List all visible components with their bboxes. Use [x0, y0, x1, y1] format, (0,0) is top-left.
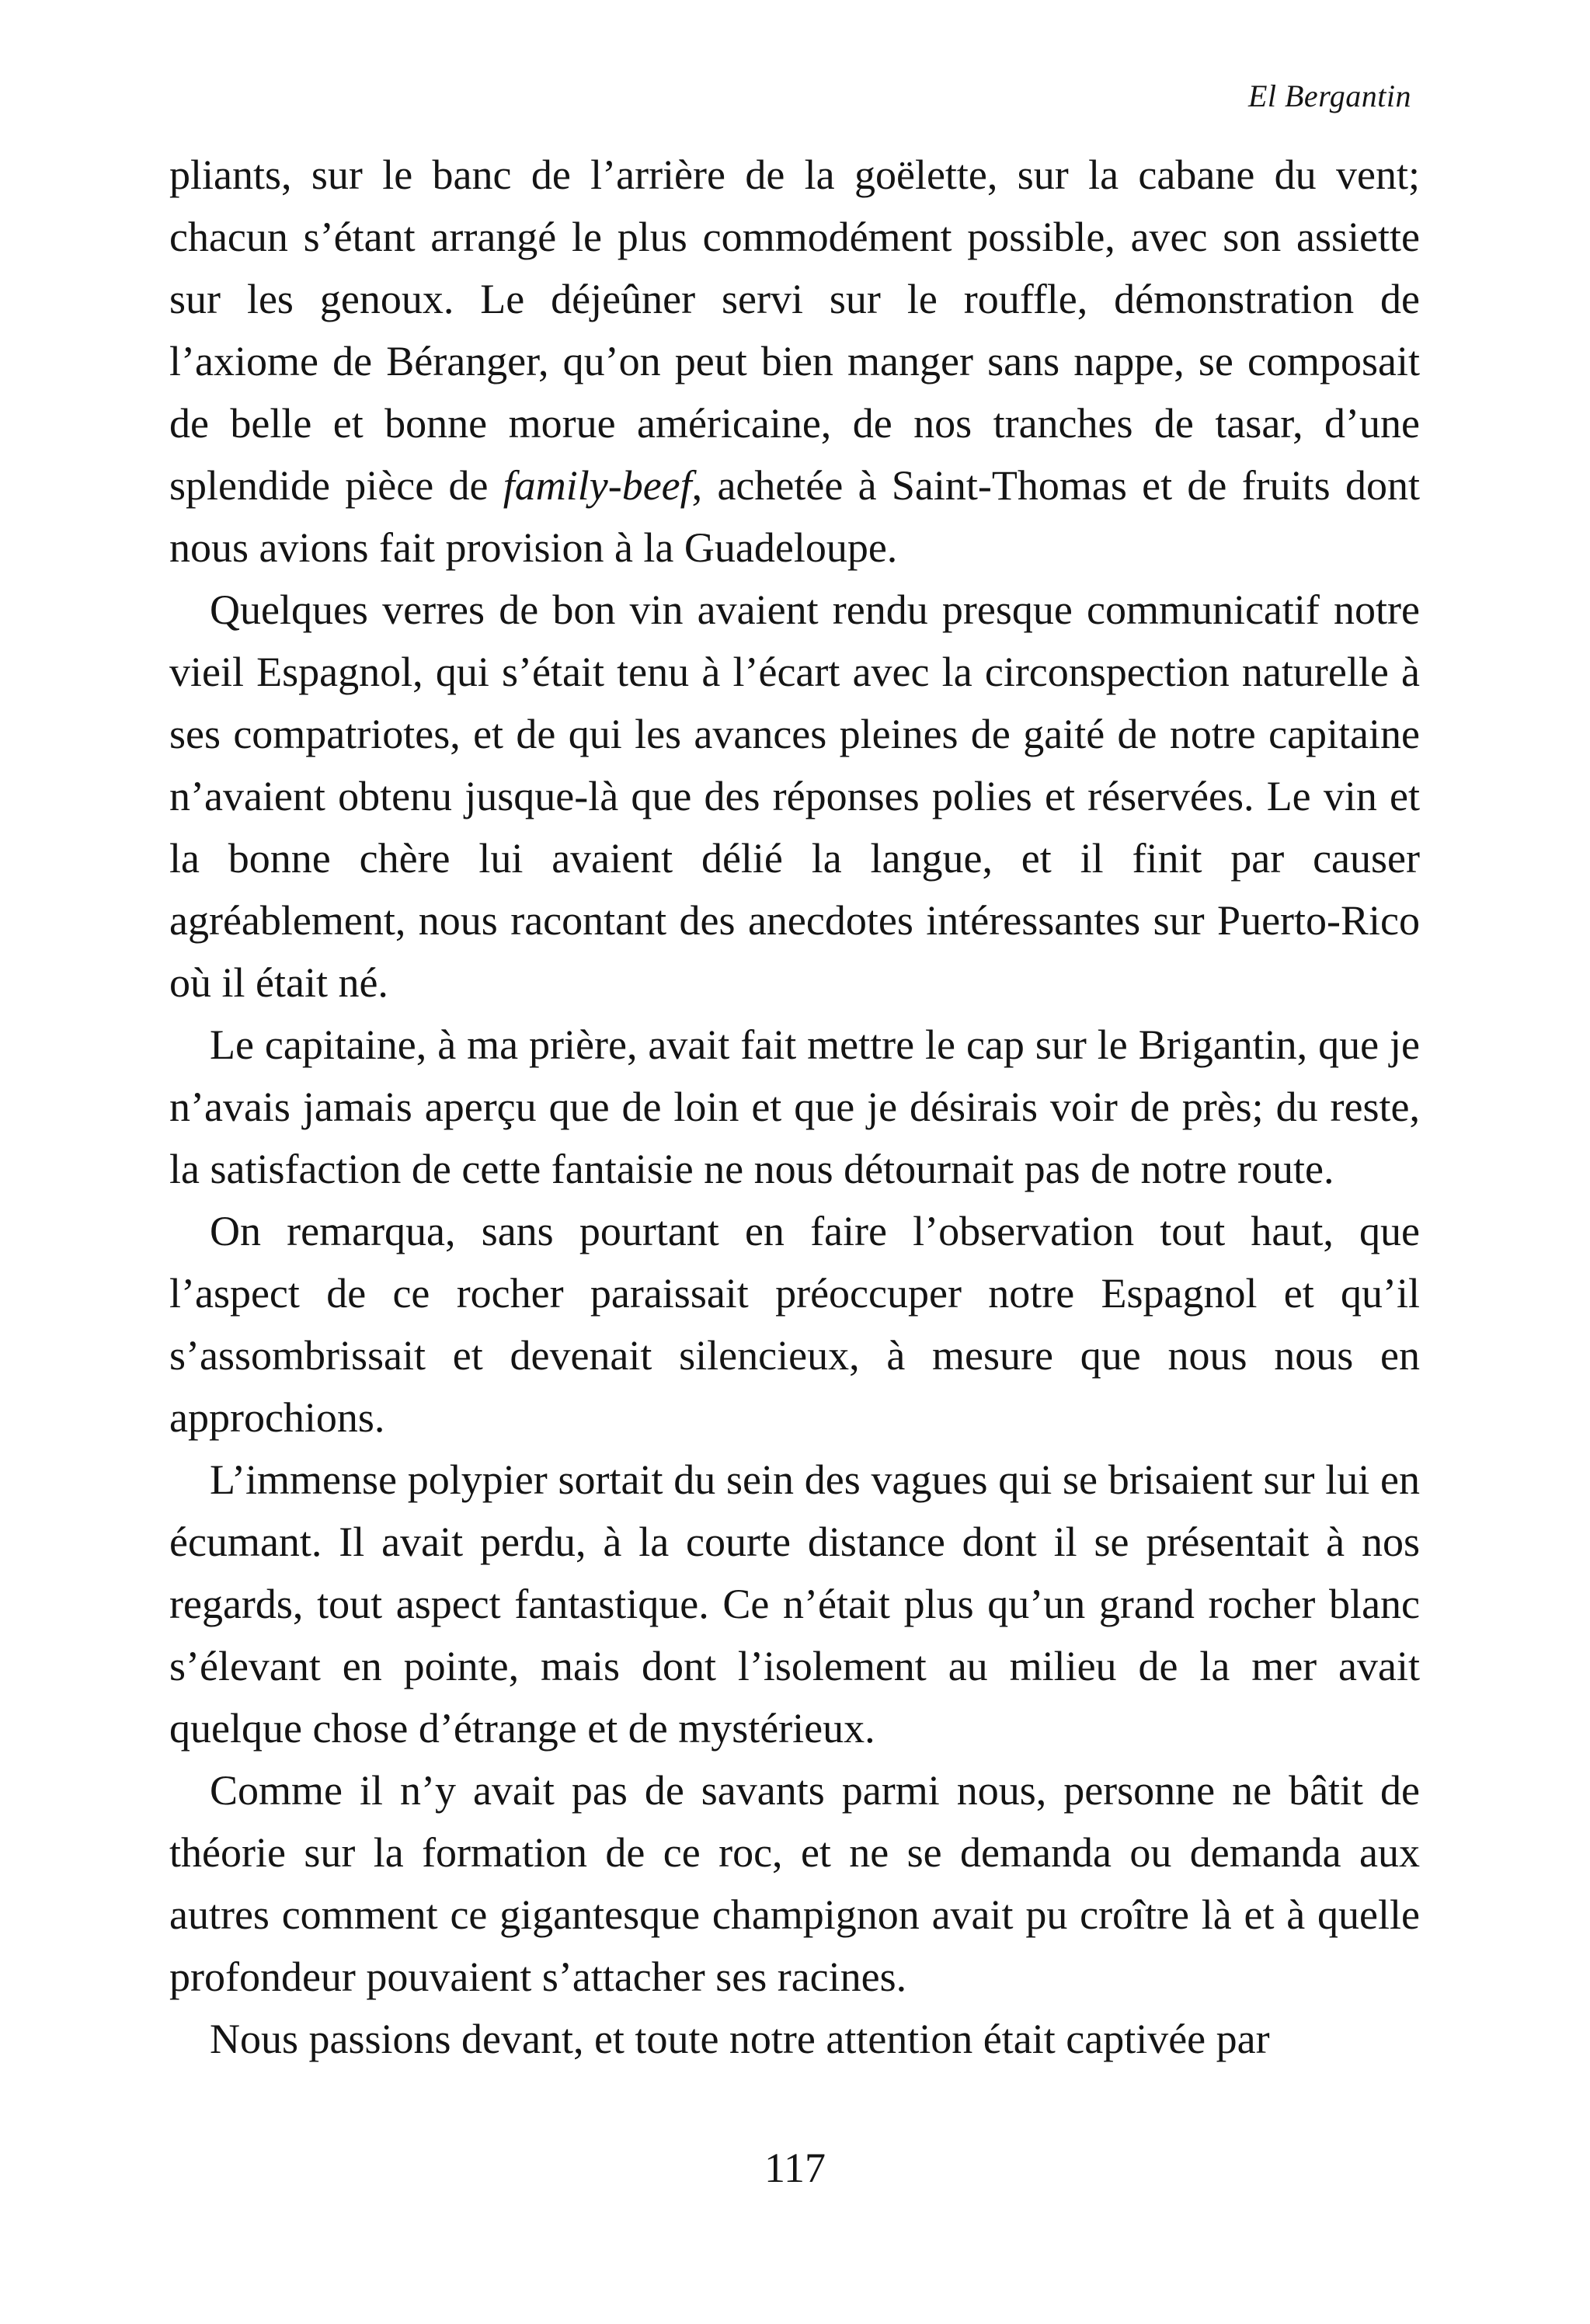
paragraph-3: Le capitaine, à ma prière, avait fait mettre le cap sur le Brigantin, que je n’avais jamais aperçu que de loin et que je désirais voir de près; du reste, la satisfaction de cette fantaisie ne nous détournait pas de notre route. [169, 1021, 1420, 1192]
paragraph-1-text-end: , achetée à Saint-Thomas et de fruits dont nous avions fait provision à la Guadeloupe. [169, 462, 1420, 571]
paragraph-6: Comme il n’y avait pas de savants parmi nous, personne ne bâtit de théorie sur la formation de ce roc, et ne se demanda ou demanda aux autres comment ce gigantesque champignon avait pu croître là et à quelle profondeur pouvaient s’attacher ses racines. [169, 1767, 1420, 2000]
body-text [169, 144, 1420, 2070]
running-title: El Bergantin [1247, 78, 1411, 113]
paragraph-5: L’immense polypier sortait du sein des vagues qui se brisaient sur lui en écumant. Il avait perdu, à la courte distance dont il se présentait à nos regards, tout aspect fantastique. Ce n’était plus qu’un grand rocher blanc s’élevant en pointe, mais dont l’isolement au milieu de la mer avait quelque chose d’étrange et de mystérieux. [169, 1456, 1420, 1752]
paragraph-7: Nous passions devant, et toute notre attention était captivée par [210, 2016, 1270, 2062]
paragraph-1-text-start: pliants, sur le banc de l’arrière de la goëlette, sur la cabane du vent; chacun s’étant arrangé le plus commodément possible, avec son assiette sur les genoux. Le déjeûner servi sur le rouffle, démonstration de l’axiome de Béranger, qu’on peut bien manger sans nappe, se composait de belle et bonne morue américaine, de nos tranches de tasar, d’une splendide pièce de [169, 151, 1420, 509]
paragraph-1 [169, 144, 1420, 579]
page-number: 117 [764, 2145, 826, 2191]
paragraph-4: On remarqua, sans pourtant en faire l’observation tout haut, que l’aspect de ce rocher paraissait préoccuper notre Espagnol et qu’il s’assombrissait et devenait silencieux, à mesure que nous nous en approchions. [169, 1208, 1420, 1441]
paragraph-1-italic-term: family-beef [503, 462, 692, 509]
paragraph-2: Quelques verres de bon vin avaient rendu presque communicatif notre vieil Espagnol, qui s’était tenu à l’écart avec la circonspection naturelle à ses compatriotes, et de qui les avances pleines de gaité de notre capitaine n’avaient obtenu jusque-là que des réponses polies et réservées. Le vin et la bonne chère lui avaient délié la langue, et il finit par causer agréablement, nous racontant des anecdotes intéressantes sur Puerto-Rico où il était né. [169, 586, 1420, 1006]
